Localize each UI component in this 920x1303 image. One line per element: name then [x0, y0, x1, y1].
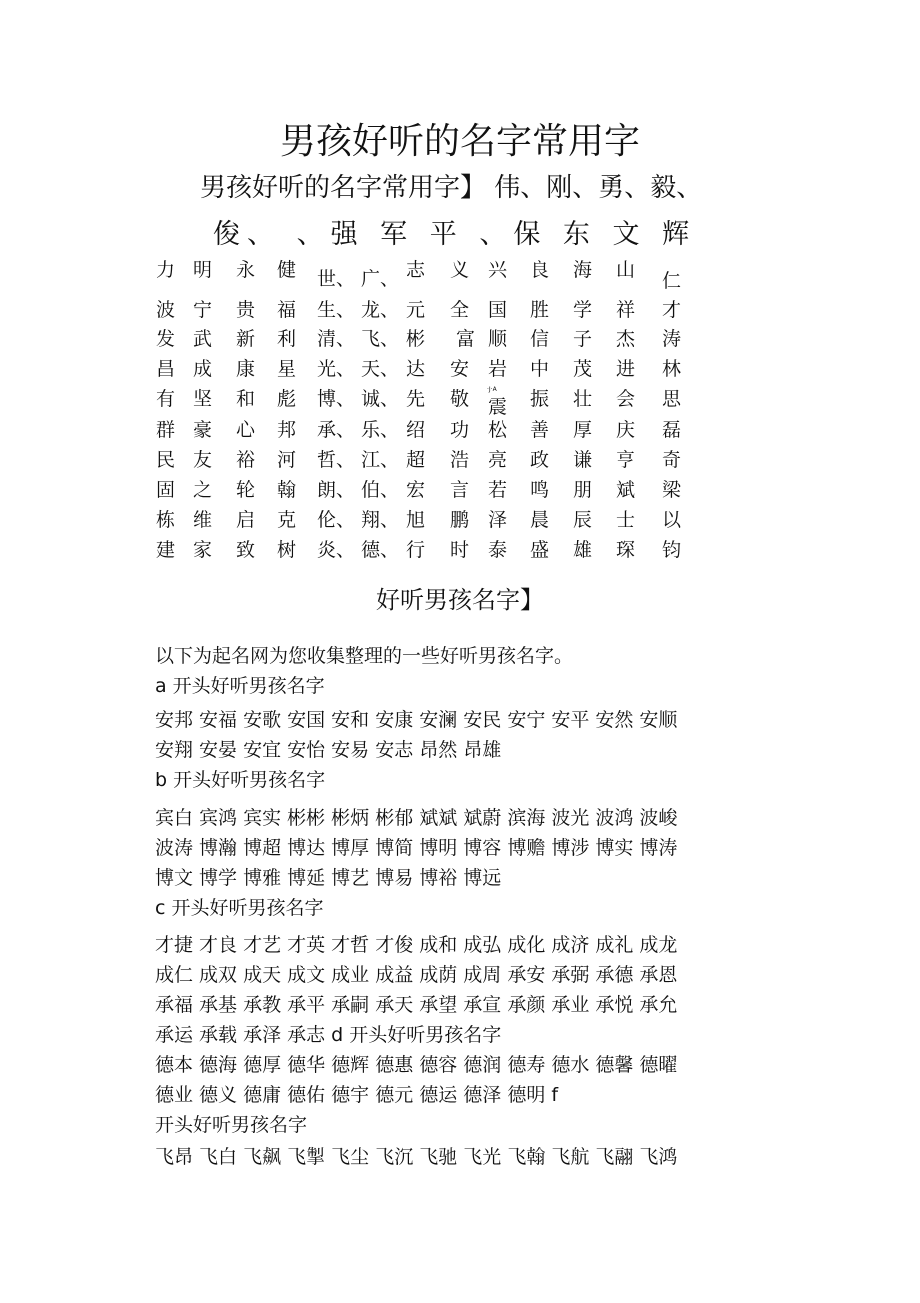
grid-char: 康 [236, 358, 256, 380]
grid-char: 星 [277, 358, 297, 380]
grid-char: 绍 [406, 419, 426, 441]
grid-char: 成 [193, 358, 213, 380]
grid-char: 明 [193, 259, 213, 281]
grid-char: 安 [450, 358, 470, 380]
grid-char: 时 [450, 539, 470, 561]
grid-char: 翔、 [361, 509, 400, 531]
grid-char: 朗、 [317, 479, 356, 501]
grid-char: 龙、 [361, 299, 400, 321]
grid-char: 庆 [616, 419, 636, 441]
grid-char: 诚、 [361, 388, 400, 410]
grid-char: 江、 [361, 449, 400, 471]
grid-char: 和 [236, 388, 256, 410]
grid-char: 家 [193, 539, 213, 561]
grid-char: 亨 [616, 449, 636, 471]
names-line: 宾白 宾鸿 宾实 彬彬 彬炳 彬郁 斌斌 斌蔚 滨海 波光 波鸿 波峻 [155, 807, 678, 829]
grid-char: 有 [156, 388, 176, 410]
grid-char: 良 [530, 259, 550, 281]
grid-char: 胜 [530, 299, 550, 321]
grid-char: 厚 [573, 419, 593, 441]
grid-char: 仁 [662, 270, 682, 292]
heading-f: 开头好听男孩名字 [155, 1114, 308, 1136]
grid-char: 利 [277, 328, 297, 350]
grid-char: 超 [406, 449, 426, 471]
grid-char: 轮 [236, 479, 256, 501]
grid-char: 致 [236, 539, 256, 561]
names-line: 安邦 安福 安歌 安国 安和 安康 安澜 安民 安宁 安平 安然 安顺 [155, 709, 678, 731]
grid-char: 才 [662, 299, 682, 321]
grid-char: 震 [488, 396, 508, 418]
names-line: 飞昂 飞白 飞飙 飞掣 飞尘 飞沉 飞驰 飞光 飞翰 飞航 飞翮 飞鸿 [155, 1146, 678, 1168]
grid-char: 祥 [616, 299, 636, 321]
grid-char: 炎、 [317, 539, 356, 561]
names-line: 承福 承基 承教 承平 承嗣 承天 承望 承宣 承颜 承业 承悦 承允 [155, 994, 678, 1016]
grid-char: 栋 [156, 509, 176, 531]
grid-char: 鸣 [530, 479, 550, 501]
grid-char: 学 [573, 299, 593, 321]
grid-char: 兴 [488, 259, 508, 281]
grid-char: 宁 [193, 299, 213, 321]
grid-char: 元 [406, 299, 426, 321]
grid-char: 子 [573, 328, 593, 350]
grid-char: 奇 [662, 449, 682, 471]
grid-char: 新 [236, 328, 256, 350]
names-line: 成仁 成双 成天 成文 成业 成益 成荫 成周 承安 承弼 承德 承恩 [155, 964, 678, 986]
grid-tiny-mark: ·J·A [487, 386, 497, 393]
grid-char: 固 [156, 479, 176, 501]
grid-char: 旭 [406, 509, 426, 531]
grid-char: 鹏 [450, 509, 470, 531]
grid-char: 琛 [616, 539, 636, 561]
grid-char: 健 [277, 259, 297, 281]
grid-char: 林 [662, 358, 682, 380]
grid-char: 彬 [406, 328, 426, 350]
grid-char: 彪 [277, 388, 297, 410]
grid-char: 富 [456, 328, 476, 350]
grid-char: 功 [450, 419, 470, 441]
grid-char: 宏 [406, 479, 426, 501]
grid-char: 斌 [616, 479, 636, 501]
grid-char: 豪 [193, 419, 213, 441]
grid-char: 河 [277, 449, 297, 471]
grid-char: 伦、 [317, 509, 356, 531]
grid-char: 雄 [573, 539, 593, 561]
grid-char: 建 [156, 539, 176, 561]
grid-char: 思 [662, 388, 682, 410]
grid-char: 善 [530, 419, 550, 441]
grid-char: 生、 [317, 299, 356, 321]
subtitle-line-2: 俊、 、强 军 平 、保 东 文 辉 [213, 219, 697, 250]
section-title: 好听男孩名字】 [376, 586, 544, 614]
grid-char: 泰 [488, 539, 508, 561]
grid-char: 武 [193, 328, 213, 350]
heading-a: a 开头好听男孩名字 [155, 675, 325, 697]
names-line-with-heading-d: 承运 承载 承泽 承志 d 开头好听男孩名字 [155, 1024, 502, 1046]
grid-char: 裕 [236, 449, 256, 471]
grid-char: 杰 [616, 328, 636, 350]
intro-text: 以下为起名网为您收集整理的一些好听男孩名字。 [155, 645, 574, 667]
grid-char: 盛 [530, 539, 550, 561]
grid-char: 伯、 [361, 479, 400, 501]
grid-char: 茂 [573, 358, 593, 380]
grid-char: 壮 [573, 388, 593, 410]
grid-char: 亮 [488, 449, 508, 471]
grid-char: 树 [277, 539, 297, 561]
grid-char: 梁 [662, 479, 682, 501]
document-title: 男孩好听的名字常用字 [279, 121, 640, 162]
character-grid [0, 0, 920, 580]
grid-char: 谦 [573, 449, 593, 471]
grid-char: 清、 [317, 328, 356, 350]
grid-char: 信 [530, 328, 550, 350]
grid-char: 政 [530, 449, 550, 471]
grid-char: 志 [406, 259, 426, 281]
grid-char: 世、 [317, 268, 356, 290]
grid-char: 行 [406, 539, 426, 561]
grid-char: 浩 [450, 449, 470, 471]
grid-char: 义 [450, 259, 470, 281]
names-line: 德本 德海 德厚 德华 德辉 德惠 德容 德润 德寿 德水 德馨 德曜 [155, 1054, 678, 1076]
grid-char: 坚 [193, 388, 213, 410]
grid-char: 维 [193, 509, 213, 531]
grid-char: 飞、 [361, 328, 400, 350]
grid-char: 言 [450, 479, 470, 501]
grid-char: 晨 [530, 509, 550, 531]
grid-char: 进 [616, 358, 636, 380]
heading-b: b 开头好听男孩名字 [155, 769, 326, 791]
grid-char: 昌 [156, 358, 176, 380]
grid-char: 广、 [361, 268, 400, 290]
heading-c: c 开头好听男孩名字 [155, 897, 324, 919]
grid-char: 哲、 [317, 449, 356, 471]
names-line: 安翔 安晏 安宜 安怡 安易 安志 昂然 昂雄 [155, 739, 502, 761]
grid-char: 福 [277, 299, 297, 321]
grid-char: 心 [236, 419, 256, 441]
grid-char: 光、 [317, 358, 356, 380]
grid-char: 达 [406, 358, 426, 380]
grid-char: 克 [277, 509, 297, 531]
grid-char: 磊 [662, 419, 682, 441]
grid-char: 朋 [573, 479, 593, 501]
grid-char: 德、 [361, 539, 400, 561]
grid-char: 山 [616, 259, 636, 281]
grid-char: 以 [662, 509, 682, 531]
grid-char: 友 [193, 449, 213, 471]
grid-char: 顺 [488, 328, 508, 350]
grid-char: 松 [488, 419, 508, 441]
names-line: 博文 博学 博雅 博延 博艺 博易 博裕 博远 [155, 867, 502, 889]
grid-char: 博、 [317, 388, 356, 410]
grid-char: 波 [156, 299, 176, 321]
grid-char: 敬 [450, 388, 470, 410]
grid-char: 会 [616, 388, 636, 410]
grid-char: 辰 [573, 509, 593, 531]
names-line: 德业 德义 德庸 德佑 德宇 德元 德运 德泽 德明 f [155, 1084, 559, 1106]
grid-char: 群 [156, 419, 176, 441]
grid-char: 永 [236, 259, 256, 281]
names-line: 波涛 博瀚 博超 博达 博厚 博简 博明 博容 博赡 博涉 博实 博涛 [155, 837, 678, 859]
grid-char: 钧 [662, 539, 682, 561]
subtitle-line-1: 男孩好听的名字常用字】 伟、刚、勇、毅、 [200, 173, 703, 203]
grid-char: 岩 [488, 358, 508, 380]
grid-char: 承、 [317, 419, 356, 441]
grid-char: 民 [156, 449, 176, 471]
grid-char: 乐、 [361, 419, 400, 441]
grid-char: 泽 [488, 509, 508, 531]
grid-char: 海 [573, 259, 593, 281]
grid-char: 贵 [236, 299, 256, 321]
names-line: 才捷 才良 才艺 才英 才哲 才俊 成和 成弘 成化 成济 成礼 成龙 [155, 934, 678, 956]
grid-char: 中 [530, 358, 550, 380]
grid-char: 涛 [662, 328, 682, 350]
grid-char: 邦 [277, 419, 297, 441]
grid-char: 若 [488, 479, 508, 501]
grid-char: 天、 [361, 358, 400, 380]
grid-char: 发 [156, 328, 176, 350]
grid-char: 士 [616, 509, 636, 531]
grid-char: 力 [156, 259, 176, 281]
grid-char: 之 [193, 479, 213, 501]
grid-char: 启 [236, 509, 256, 531]
grid-char: 国 [488, 299, 508, 321]
grid-char: 先 [406, 388, 426, 410]
grid-char: 全 [450, 299, 470, 321]
grid-char: 振 [530, 388, 550, 410]
grid-char: 翰 [277, 479, 297, 501]
